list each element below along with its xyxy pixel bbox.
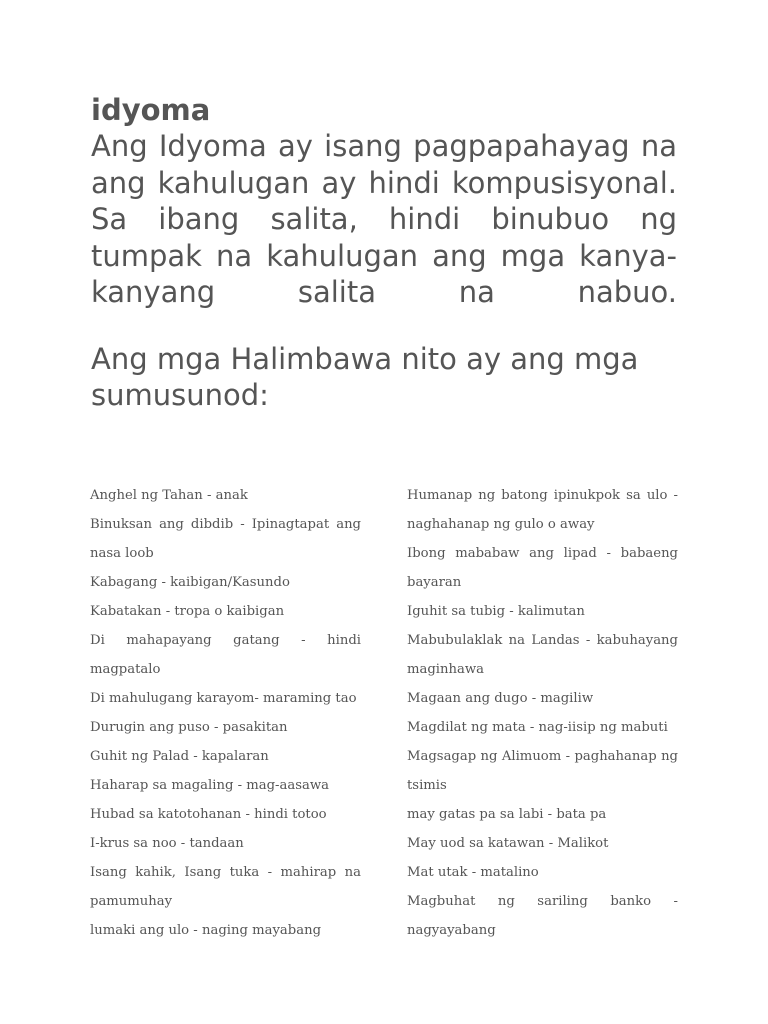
document-header xyxy=(91,92,677,414)
idiom-item: lumaki ang ulo - naging mayabang xyxy=(90,923,322,938)
idiom-item: Durugin ang puso - pasakitan xyxy=(90,720,288,735)
idiom-list-right xyxy=(407,481,678,945)
idiom-list-left xyxy=(90,481,361,945)
idiom-item: Mat utak - matalino xyxy=(407,865,539,880)
idiom-item: may gatas pa sa labi - bata pa xyxy=(407,807,607,822)
idiom-item: Magaan ang dugo - magiliw xyxy=(407,691,594,706)
examples-heading: Ang mga Halimbawa nito ay ang mga sumusunod: xyxy=(91,341,639,412)
idiom-item: May uod sa katawan - Malikot xyxy=(407,836,609,851)
intro-paragraph: Ang Idyoma ay isang pagpapahayag na ang kahulugan ay hindi kompusisyonal. Sa ibang salita, hindi binubuo ng tumpak na kahulugan ang mga kanya-kanyang salita na nabuo. xyxy=(91,129,677,309)
idiom-item: Magbuhat ng sariling banko - nagyayabang xyxy=(407,894,678,938)
idiom-item: Hubad sa katotohanan - hindi totoo xyxy=(90,807,327,822)
idiom-item: Anghel ng Tahan - anak xyxy=(90,488,248,503)
idiom-item: Isang kahik, Isang tuka - mahirap na pamumuhay xyxy=(90,865,361,909)
idiom-item: Magdilat ng mata - nag-iisip ng mabuti xyxy=(407,720,668,735)
idiom-item: Di mahulugang karayom- maraming tao xyxy=(90,691,357,706)
idiom-item: Kabagang - kaibigan/Kasundo xyxy=(90,575,290,590)
idiom-item: Iguhit sa tubig - kalimutan xyxy=(407,604,585,619)
idiom-item: Guhit ng Palad - kapalaran xyxy=(90,749,269,764)
document-title: idyoma xyxy=(91,93,211,127)
idiom-item: Magsagap ng Alimuom - paghahanap ng tsimis xyxy=(407,749,678,793)
idiom-columns xyxy=(90,481,678,945)
idiom-item: Humanap ng batong ipinukpok sa ulo - naghahanap ng gulo o away xyxy=(407,488,678,532)
idiom-item: Mabubulaklak na Landas - kabuhayang maginhawa xyxy=(407,633,678,677)
idiom-item: Kabatakan - tropa o kaibigan xyxy=(90,604,285,619)
idiom-item: Haharap sa magaling - mag-aasawa xyxy=(90,778,329,793)
idiom-item: Di mahapayang gatang - hindi magpatalo xyxy=(90,633,361,677)
idiom-item: I-krus sa noo - tandaan xyxy=(90,836,244,851)
idiom-item: Ibong mababaw ang lipad - babaeng bayaran xyxy=(407,546,678,590)
idiom-item: Binuksan ang dibdib - Ipinagtapat ang nasa loob xyxy=(90,517,361,561)
